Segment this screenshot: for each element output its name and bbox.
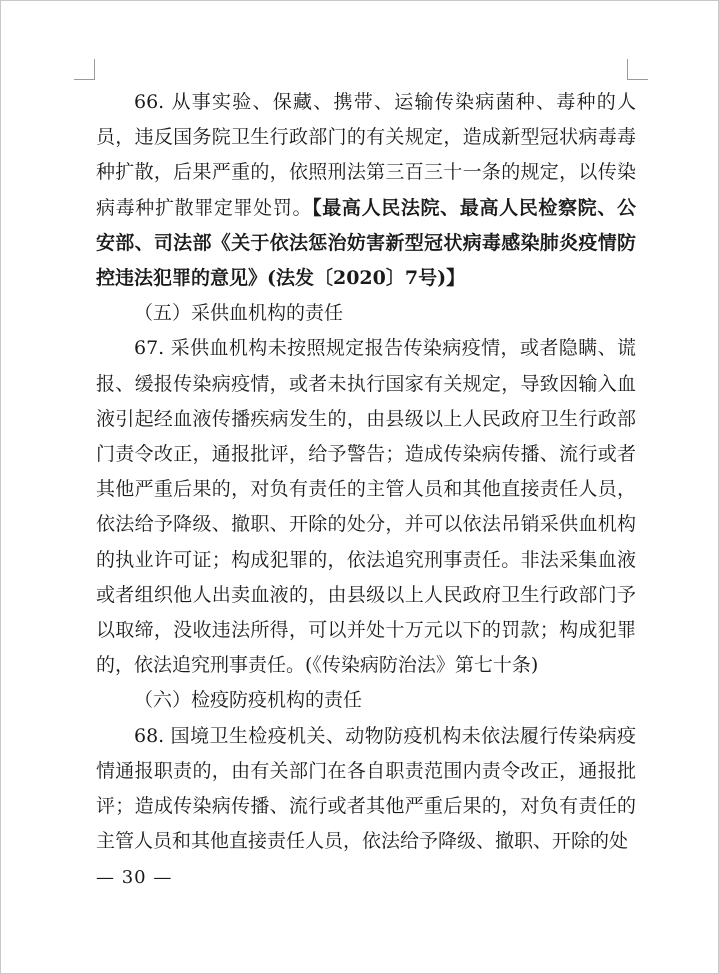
crop-mark-top-right <box>627 59 648 80</box>
paragraph-66 <box>96 85 636 296</box>
section-heading-6: （六）检疫防疫机构的责任 <box>134 689 363 712</box>
crop-mark-top-left <box>74 59 95 80</box>
paragraph-66-text: 66. 从事实验、保藏、携带、运输传染病菌种、毒种的人员，违反国务院卫生行政部门的有关规定，造成新型冠状病毒毒种扩散，后果严重的，依照刑法第三百三十一条的规定，以传染病毒种扩散罪定罪处罚。 <box>96 91 636 219</box>
paragraph-68: 68. 国境卫生检疫机关、动物防疫机构未依法履行传染病疫情通报职责的，由有关部门在各自职责范围内责令改正，通报批评；造成传染病传播、流行或者其他严重后果的，对负有责任的主管人员和其他直接责任人员，依法给予降级、撤职、开除的处 <box>96 724 636 853</box>
paragraph-66-citation: 【最高人民法院、最高人民检察院、公安部、司法部《关于依法惩治妨害新型冠状病毒感染肺炎疫情防控违法犯罪的意见》(法发〔2020〕7号)】 <box>96 196 636 290</box>
paragraph-67: 67. 采供血机构未按照规定报告传染病疫情，或者隐瞒、谎报、缓报传染病疫情，或者未执行国家有关规定，导致因输入血液引起经血液传播疾病发生的，由县级以上人民政府卫生行政部门责令改正，通报批评，给予警告；造成传染病传播、流行或者其他严重后果的，对负有责任的主管人员和其他直接责任人员，依法给予降级、撤职、开除的处分，并可以依法吊销采供血机构的执业许可证；构成犯罪的，依法追究刑事责任。非法采集血液或者组织他人出卖血液的，由县级以上人民政府卫生行政部门予以取缔，没收违法所得，可以并处十万元以下的罚款；构成犯罪的，依法追究刑事责任。(《传染病防治法》第七十条) <box>96 337 636 677</box>
body-text <box>96 85 636 859</box>
section-heading-5: （五）采供血机构的责任 <box>134 302 344 325</box>
page-number: — 30 — <box>96 867 173 888</box>
